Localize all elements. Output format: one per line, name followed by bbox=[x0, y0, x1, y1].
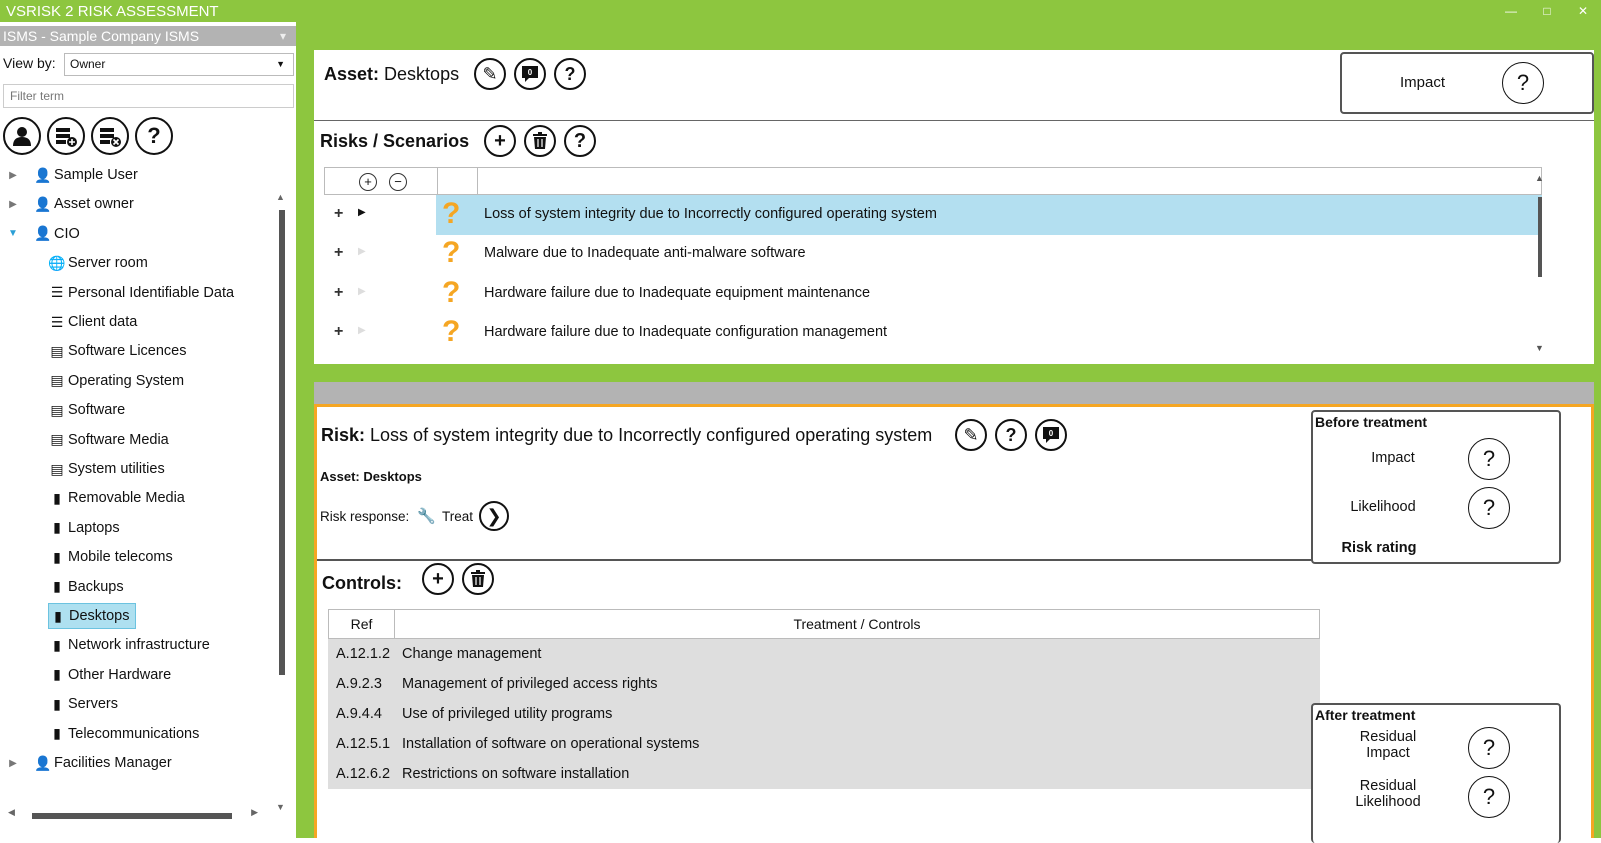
chevron-right-icon[interactable]: ▶ bbox=[9, 169, 17, 181]
tree-item-label: Asset owner bbox=[54, 196, 134, 213]
risk-row[interactable] bbox=[324, 313, 1542, 353]
delete-risk-button[interactable] bbox=[524, 125, 556, 157]
divider bbox=[317, 559, 1336, 561]
risks-title: Risks / Scenarios bbox=[320, 131, 470, 151]
question-icon: ? bbox=[1005, 424, 1017, 445]
hardware-icon: ▮ bbox=[53, 666, 61, 683]
control-row[interactable] bbox=[328, 729, 1320, 759]
pin-icon[interactable]: ▾ bbox=[279, 29, 286, 43]
remove-database-icon bbox=[98, 125, 122, 147]
tree-item[interactable] bbox=[6, 221, 80, 247]
tree-item-label: Sample User bbox=[54, 167, 138, 183]
comment-icon bbox=[1041, 425, 1061, 445]
tree-item[interactable] bbox=[48, 632, 210, 658]
after-treatment-title: After treatment bbox=[1315, 707, 1416, 723]
asset-name: Desktops bbox=[384, 64, 460, 84]
hardware-icon: ▮ bbox=[53, 695, 61, 712]
tree-item-label: Software Media bbox=[68, 431, 169, 448]
tree-item-label: Mobile telecoms bbox=[68, 549, 173, 566]
pencil-icon: ✎ bbox=[482, 63, 498, 84]
tree-item[interactable] bbox=[48, 280, 234, 306]
scroll-thumb[interactable] bbox=[1538, 197, 1542, 277]
software-icon: ▤ bbox=[50, 342, 64, 359]
tree-item-label: Telecommunications bbox=[68, 725, 200, 742]
risk-asset-line: Asset: Desktops bbox=[320, 469, 422, 484]
filter-input[interactable]: Filter term bbox=[3, 84, 294, 108]
risks-grid-header bbox=[324, 167, 1542, 195]
asset-impact-box bbox=[1340, 52, 1594, 114]
tree-item-label: CIO bbox=[54, 225, 80, 242]
asset-panel bbox=[314, 50, 1594, 120]
impact-value-button[interactable]: ? bbox=[1502, 62, 1544, 104]
risks-toolbar bbox=[484, 125, 596, 157]
risk-row[interactable] bbox=[324, 234, 1542, 274]
tree-horizontal-scrollbar[interactable] bbox=[8, 807, 258, 820]
hardware-icon: ▮ bbox=[53, 489, 61, 506]
tree-item-label: Backups bbox=[68, 578, 124, 595]
risks-grid bbox=[324, 167, 1542, 357]
tree-item-label: System utilities bbox=[68, 461, 165, 477]
column-header-ref[interactable]: Ref bbox=[329, 610, 395, 638]
person-icon bbox=[11, 125, 33, 147]
unrated-risk-icon: ? bbox=[442, 275, 461, 309]
controls-toolbar bbox=[422, 563, 494, 595]
svg-text:0: 0 bbox=[527, 68, 533, 77]
risk-row[interactable] bbox=[324, 274, 1542, 314]
plus-icon: + bbox=[494, 129, 506, 152]
control-text: Management of privileged access rights bbox=[402, 676, 658, 692]
expand-row-icon[interactable]: + bbox=[334, 205, 344, 222]
controls-title: Controls: bbox=[322, 573, 402, 593]
control-row[interactable] bbox=[328, 669, 1320, 699]
question-icon: ? bbox=[573, 129, 587, 152]
controls-rows bbox=[328, 639, 1320, 789]
risk-panel-header bbox=[314, 382, 1594, 404]
chevron-right-icon[interactable]: ▶ bbox=[358, 207, 366, 218]
expand-row-icon[interactable]: + bbox=[334, 283, 344, 301]
add-asset-button[interactable] bbox=[47, 117, 85, 155]
residual-impact-label: Residual Impact bbox=[1359, 729, 1417, 761]
controls-table-header bbox=[328, 609, 1320, 639]
chevron-down-icon: ▼ bbox=[276, 59, 285, 69]
tree-item[interactable] bbox=[48, 485, 185, 511]
hardware-icon: ▮ bbox=[53, 725, 61, 742]
collapse-all-icon[interactable]: − bbox=[389, 173, 407, 191]
tree-item-label: Removable Media bbox=[68, 490, 185, 507]
control-text: Change management bbox=[402, 646, 542, 662]
edit-risk-button[interactable] bbox=[955, 419, 987, 451]
scroll-up-icon[interactable]: ▲ bbox=[276, 192, 285, 202]
chevron-down-icon[interactable]: ▼ bbox=[8, 228, 18, 240]
tree-item-label: Client data bbox=[68, 314, 138, 330]
control-text: Use of privileged utility programs bbox=[402, 706, 613, 722]
hardware-icon: ▮ bbox=[53, 548, 61, 565]
scroll-down-icon[interactable]: ▼ bbox=[1535, 343, 1544, 353]
residual-impact-value-button[interactable]: ? bbox=[1468, 727, 1510, 769]
risk-row-text: Loss of system integrity due to Incorrectly configured operating system bbox=[484, 206, 937, 222]
chevron-right-icon[interactable]: ▶ bbox=[358, 324, 366, 336]
risks-help-button[interactable] bbox=[564, 125, 596, 157]
asset-panel-header bbox=[314, 22, 1601, 50]
risk-response bbox=[320, 501, 509, 531]
right-border bbox=[1594, 22, 1601, 838]
tree-item[interactable] bbox=[48, 427, 169, 453]
person-icon: 👤 bbox=[34, 195, 52, 212]
tree-item[interactable] bbox=[48, 721, 199, 747]
tree-item-label: Software Licences bbox=[68, 343, 187, 360]
risk-row-text: Hardware failure due to Inadequate configuration management bbox=[484, 323, 888, 340]
scroll-up-icon[interactable]: ▲ bbox=[1535, 173, 1544, 183]
risk-toolbar bbox=[955, 419, 1067, 451]
chevron-right-icon[interactable]: ▶ bbox=[9, 757, 17, 769]
control-ref: A.12.6.2 bbox=[336, 766, 391, 782]
control-ref: A.12.1.2 bbox=[336, 646, 391, 662]
risk-response-value: Treat bbox=[441, 508, 473, 524]
tree-item[interactable] bbox=[6, 162, 138, 188]
add-database-icon bbox=[54, 125, 78, 147]
tree-item[interactable] bbox=[48, 309, 137, 335]
maximize-icon[interactable]: □ bbox=[1543, 4, 1551, 18]
add-control-button[interactable] bbox=[422, 563, 454, 595]
software-icon: ▤ bbox=[50, 372, 64, 389]
software-icon: ▤ bbox=[50, 460, 64, 477]
tree-toolbar bbox=[3, 117, 173, 155]
question-icon: ? bbox=[147, 123, 161, 148]
help-button[interactable] bbox=[135, 117, 173, 155]
column-separator bbox=[437, 168, 438, 196]
add-owner-button[interactable] bbox=[3, 117, 41, 155]
control-row[interactable] bbox=[328, 759, 1320, 789]
delete-control-button[interactable] bbox=[462, 563, 494, 595]
risk-response-label: Risk response: bbox=[320, 508, 410, 524]
control-ref: A.9.4.4 bbox=[336, 706, 382, 722]
asset-comments-button[interactable] bbox=[514, 58, 546, 90]
after-treatment-box bbox=[1311, 703, 1561, 843]
control-text: Restrictions on software installation bbox=[402, 766, 630, 782]
isms-panel bbox=[0, 22, 299, 838]
expand-all-icon[interactable]: + bbox=[359, 173, 377, 191]
edit-asset-button[interactable] bbox=[474, 58, 506, 90]
wrench-icon: 🔧 bbox=[417, 508, 436, 525]
risk-row-text: Malware due to Inadequate anti-malware software bbox=[484, 245, 806, 262]
view-by-select[interactable] bbox=[64, 53, 294, 76]
tree-item[interactable] bbox=[48, 250, 148, 276]
tree-item[interactable] bbox=[48, 691, 118, 717]
residual-likelihood-value-button[interactable]: ? bbox=[1468, 776, 1510, 818]
risk-name: Loss of system integrity due to Incorrectly configured operating system bbox=[370, 425, 933, 445]
pencil-icon: ✎ bbox=[963, 424, 979, 445]
asset-help-button[interactable] bbox=[554, 58, 586, 90]
tree-item[interactable] bbox=[6, 750, 172, 776]
column-header-treatment[interactable]: Treatment / Controls bbox=[793, 616, 921, 632]
risk-help-button[interactable] bbox=[995, 419, 1027, 451]
asset-toolbar bbox=[474, 58, 586, 90]
expand-row-icon[interactable]: + bbox=[334, 322, 344, 340]
control-row[interactable] bbox=[328, 699, 1320, 729]
tree-item-label: Other Hardware bbox=[68, 666, 172, 683]
tree-item[interactable] bbox=[48, 515, 120, 541]
tree-item-label: Laptops bbox=[68, 519, 120, 536]
asset-label: Asset: bbox=[324, 64, 380, 84]
person-icon: 👤 bbox=[34, 225, 52, 242]
tree-item-label: Operating System bbox=[68, 372, 185, 389]
risk-row-text: Hardware failure due to Inadequate equipment maintenance bbox=[484, 284, 871, 301]
risk-label: Risk: bbox=[321, 425, 366, 445]
trash-icon bbox=[469, 570, 487, 588]
person-icon: 👤 bbox=[34, 754, 52, 771]
risk-row[interactable] bbox=[324, 195, 1542, 235]
comment-icon bbox=[520, 64, 540, 84]
view-by-label: View by: bbox=[3, 55, 56, 71]
chevron-right-icon[interactable]: ▶ bbox=[9, 198, 17, 210]
question-icon: ? bbox=[564, 63, 576, 84]
database-icon: ☰ bbox=[50, 284, 64, 301]
risk-detail-panel bbox=[314, 404, 1594, 838]
before-treatment-title: Before treatment bbox=[1315, 414, 1428, 430]
scroll-down-icon[interactable]: ▼ bbox=[276, 802, 285, 812]
software-icon: ▤ bbox=[50, 401, 64, 418]
title-bar bbox=[0, 0, 1601, 22]
plus-icon: + bbox=[432, 567, 444, 590]
unrated-risk-icon: ? bbox=[442, 314, 461, 348]
globe-icon: 🌐 bbox=[48, 254, 66, 271]
isms-title: ISMS - Sample Company ISMS bbox=[3, 28, 200, 44]
window-controls bbox=[1493, 0, 1601, 22]
minimize-icon[interactable]: — bbox=[1505, 4, 1517, 18]
svg-text:0: 0 bbox=[1048, 429, 1054, 438]
tree-item-label: Server room bbox=[68, 255, 148, 272]
scroll-thumb[interactable] bbox=[32, 813, 232, 819]
controls-table bbox=[328, 609, 1320, 789]
tree-item[interactable] bbox=[48, 397, 125, 423]
hardware-icon: ▮ bbox=[53, 519, 61, 536]
unrated-risk-icon: ? bbox=[442, 236, 461, 270]
likelihood-value-button[interactable]: ? bbox=[1468, 487, 1510, 529]
tree-item[interactable] bbox=[6, 191, 134, 217]
unrated-risk-icon: ? bbox=[442, 197, 461, 230]
likelihood-label: Likelihood bbox=[1350, 499, 1416, 515]
asset-tree bbox=[0, 162, 278, 812]
residual-likelihood-label: Residual Likelihood bbox=[1355, 778, 1421, 810]
scroll-right-icon[interactable]: ▶ bbox=[251, 807, 258, 817]
isms-header bbox=[0, 26, 296, 46]
tree-vertical-scrollbar[interactable] bbox=[278, 192, 286, 812]
risk-title bbox=[321, 425, 932, 446]
tree-item[interactable] bbox=[48, 662, 171, 688]
tree-item[interactable] bbox=[48, 338, 186, 364]
tree-item-label: Servers bbox=[68, 696, 118, 713]
close-icon[interactable]: ✕ bbox=[1577, 4, 1589, 18]
scroll-thumb[interactable] bbox=[279, 210, 285, 675]
before-treatment-box bbox=[1311, 410, 1561, 564]
control-row[interactable] bbox=[328, 639, 1320, 669]
chevron-right-icon[interactable]: ▶ bbox=[358, 246, 366, 258]
risk-comments-button[interactable] bbox=[1035, 419, 1067, 451]
view-by-value: Owner bbox=[70, 57, 106, 71]
tree-item[interactable] bbox=[48, 456, 165, 482]
control-ref: A.12.5.1 bbox=[336, 736, 391, 752]
control-text: Installation of software on operational systems bbox=[402, 736, 700, 752]
tree-item[interactable] bbox=[48, 574, 124, 600]
impact-label: Impact bbox=[1371, 450, 1415, 466]
trash-icon bbox=[531, 132, 549, 150]
tree-item-label: Personal Identifiable Data bbox=[68, 284, 235, 301]
expand-row-icon[interactable]: + bbox=[334, 244, 344, 262]
risk-rating-label: Risk rating bbox=[1341, 540, 1417, 556]
hardware-icon: ▮ bbox=[54, 607, 62, 624]
impact-value-button[interactable]: ? bbox=[1468, 438, 1510, 480]
add-risk-button[interactable] bbox=[484, 125, 516, 157]
control-ref: A.9.2.3 bbox=[336, 676, 382, 692]
database-icon: ☰ bbox=[50, 313, 64, 330]
tree-item[interactable] bbox=[48, 368, 184, 394]
chevron-right-icon[interactable]: ▶ bbox=[358, 285, 366, 297]
window-title: VSRISK 2 RISK ASSESSMENT bbox=[6, 2, 219, 20]
software-icon: ▤ bbox=[50, 431, 64, 448]
tree-item[interactable] bbox=[48, 544, 173, 570]
chevron-right-icon: ❯ bbox=[486, 505, 502, 526]
panel-splitter[interactable] bbox=[314, 364, 1601, 382]
change-response-button[interactable] bbox=[479, 501, 509, 531]
hardware-icon: ▮ bbox=[53, 636, 61, 653]
hardware-icon: ▮ bbox=[53, 578, 61, 595]
risks-panel bbox=[314, 121, 1594, 364]
tree-item[interactable] bbox=[48, 603, 136, 629]
risks-vertical-scrollbar[interactable] bbox=[1532, 167, 1548, 357]
remove-asset-button[interactable] bbox=[91, 117, 129, 155]
asset-title bbox=[324, 64, 459, 85]
tree-item-label: Facilities Manager bbox=[54, 755, 172, 771]
panel-splitter[interactable] bbox=[296, 22, 314, 838]
person-icon: 👤 bbox=[34, 166, 52, 183]
tree-item-label: Network infrastructure bbox=[68, 637, 210, 654]
tree-item-label: Software bbox=[68, 402, 126, 419]
impact-label: Impact bbox=[1400, 74, 1446, 91]
scroll-left-icon[interactable]: ◀ bbox=[8, 807, 15, 817]
tree-item-label: Desktops bbox=[69, 608, 130, 624]
column-separator bbox=[477, 168, 478, 196]
